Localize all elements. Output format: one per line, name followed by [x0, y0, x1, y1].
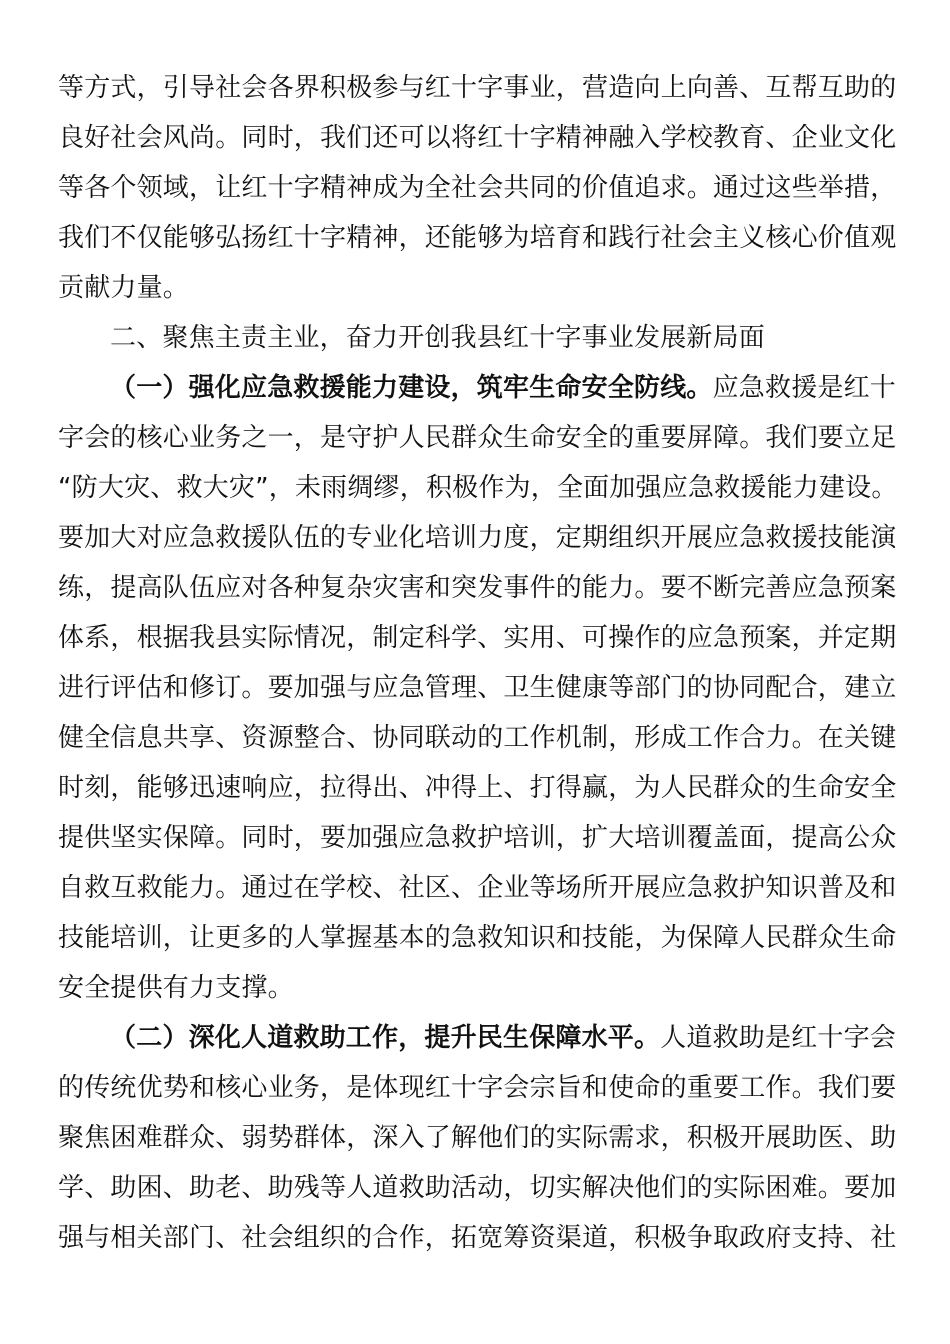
subsection-line	[110, 368, 896, 408]
subsection-line	[110, 1018, 896, 1058]
text-line: 时刻，能够迅速响应，拉得出、冲得上、打得赢，为人民群众的生命安全	[58, 773, 897, 803]
text-line: 聚焦困难群众、弱势群体，深入了解他们的实际需求，积极开展助医、助	[58, 1123, 897, 1153]
section-heading: 二、聚焦主责主业，奋力开创我县红十字事业发展新局面	[110, 323, 766, 353]
subsection-heading-2: （二）深化人道救助工作，提升民生保障水平。	[110, 1023, 661, 1053]
text-line: 练，提高队伍应对各种复杂灾害和突发事件的能力。要不断完善应急预案	[58, 573, 897, 603]
text-line: 字会的核心业务之一，是守护人民群众生命安全的重要屏障。我们要立足	[58, 423, 897, 453]
text-line: 健全信息共享、资源整合、协同联动的工作机制，形成工作合力。在关键	[58, 723, 897, 753]
text-line: 要加大对应急救援队伍的专业化培训力度，定期组织开展应急救援技能演	[58, 523, 897, 553]
subsection-lead-1: 应急救援是红十	[712, 373, 897, 403]
text-line: 体系，根据我县实际情况，制定科学、实用、可操作的应急预案，并定期	[58, 623, 897, 653]
text-line: 我们不仅能够弘扬红十字精神，还能够为培育和践行社会主义核心价值观	[58, 223, 897, 253]
text-line: 的传统优势和核心业务，是体现红十字会宗旨和使命的重要工作。我们要	[58, 1073, 897, 1103]
text-line: 技能培训，让更多的人掌握基本的急救知识和技能，为保障人民群众生命	[58, 923, 897, 953]
text-line: 等方式，引导社会各界积极参与红十字事业，营造向上向善、互帮互助的	[58, 73, 897, 103]
text-line: 进行评估和修订。要加强与应急管理、卫生健康等部门的协同配合，建立	[58, 673, 897, 703]
text-line: 提供坚实保障。同时，要加强应急救护培训，扩大培训覆盖面，提高公众	[58, 823, 897, 853]
text-line: 学、助困、助老、助残等人道救助活动，切实解决他们的实际困难。要加	[58, 1173, 897, 1203]
text-line: “防大灾、救大灾”，未雨绸缪，积极作为，全面加强应急救援能力建设。	[58, 473, 898, 503]
text-line: 良好社会风尚。同时，我们还可以将红十字精神融入学校教育、企业文化	[58, 123, 897, 153]
text-line: 安全提供有力支撑。	[58, 973, 294, 1003]
text-line: 强与相关部门、社会组织的合作，拓宽筹资渠道，积极争取政府支持、社	[58, 1223, 897, 1253]
subsection-lead-2: 人道救助是红十字会	[660, 1023, 897, 1053]
text-line: 贡献力量。	[58, 273, 190, 303]
text-line: 等各个领域，让红十字精神成为全社会共同的价值追求。通过这些举措，	[58, 173, 897, 203]
subsection-heading-1: （一）强化应急救援能力建设，筑牢生命安全防线。	[110, 373, 713, 403]
text-line: 自救互救能力。通过在学校、社区、企业等场所开展应急救护知识普及和	[58, 873, 897, 903]
